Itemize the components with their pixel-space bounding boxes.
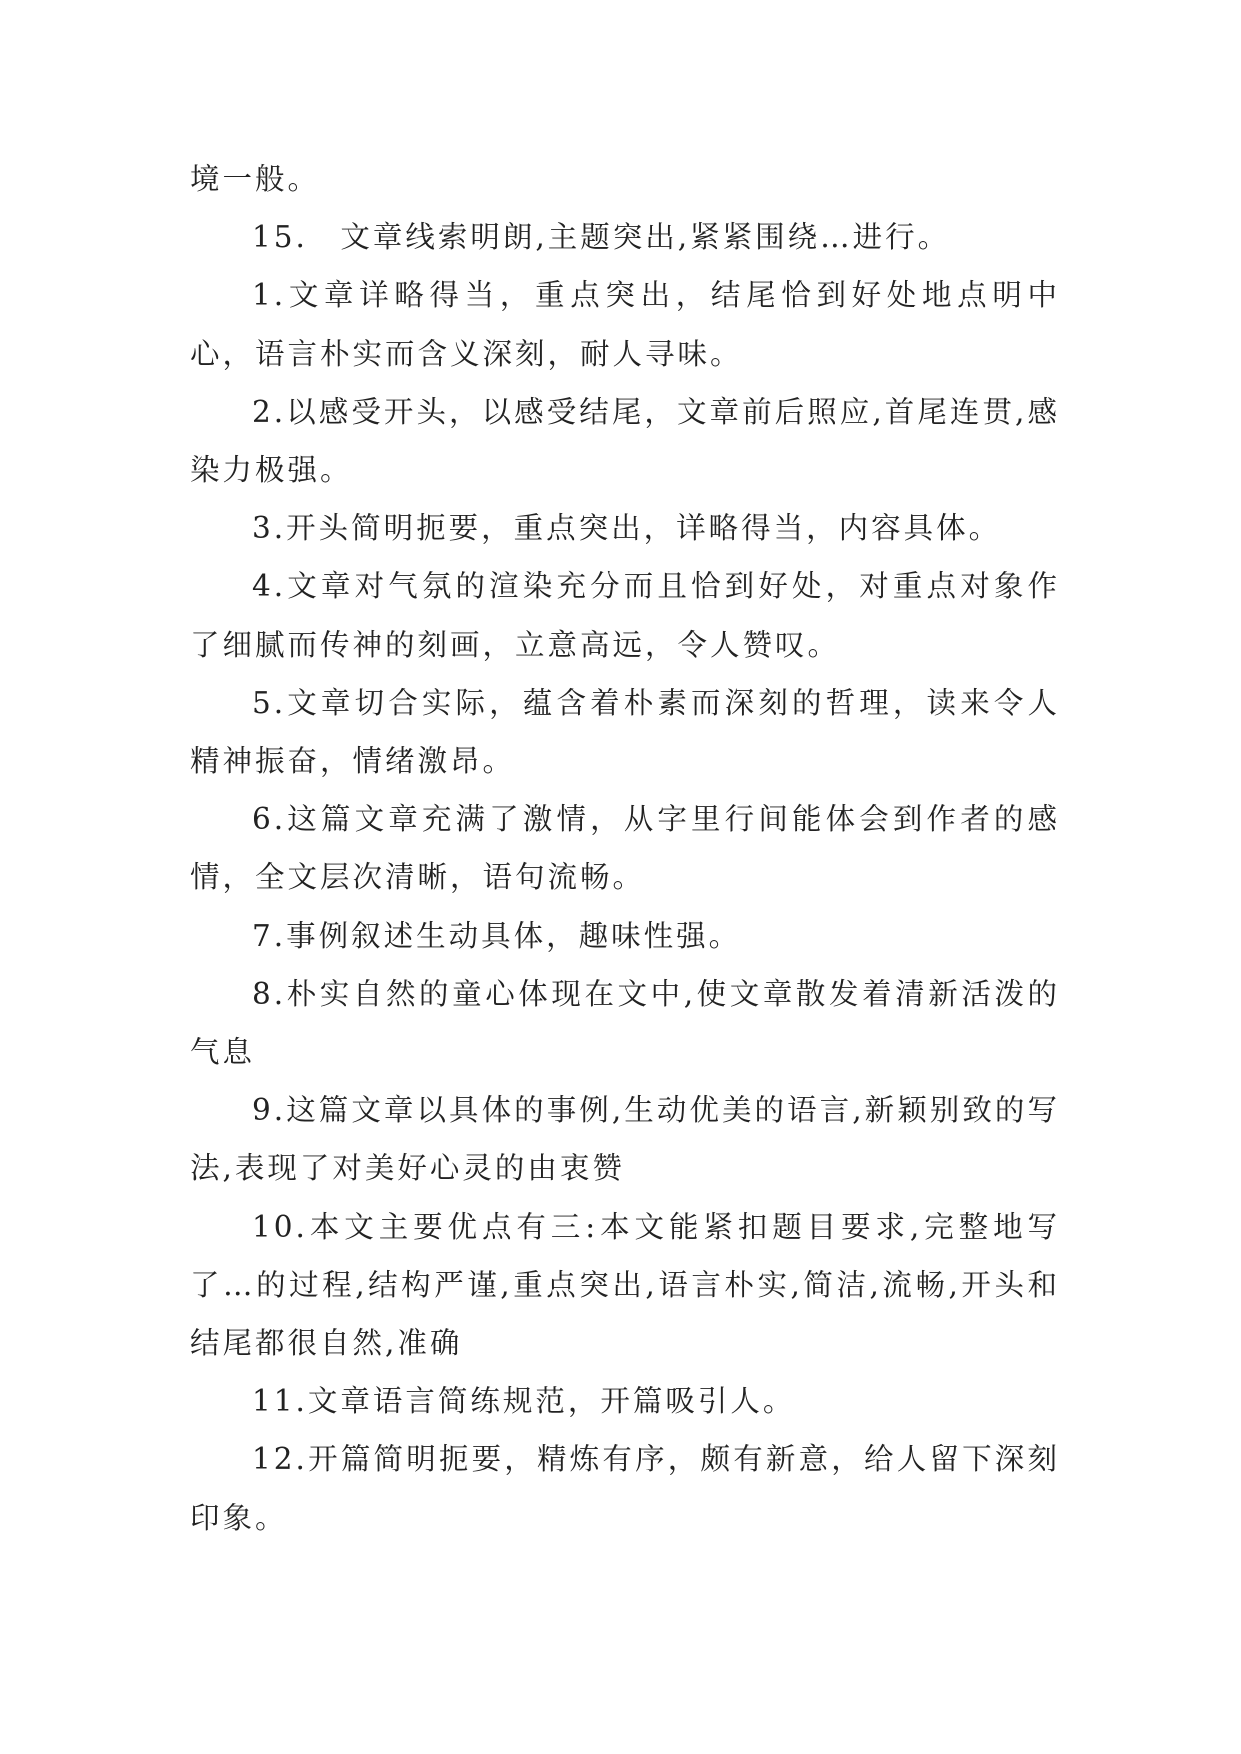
paragraph-continuation: 境一般。: [190, 162, 321, 196]
paragraph-item-3: 3.开头简明扼要，重点突出，详略得当，内容具体。: [252, 511, 1002, 546]
paragraph-item-10: 10.本文主要优点有三:本文能紧扣题目要求,完整地写了…的过程,结构严谨,重点突出,语言朴实,简洁,流畅,开头和结尾都很自然,准确: [190, 1209, 1060, 1361]
document-page: [190, 150, 1060, 1547]
paragraph-item-15: 15. 文章线索明朗,主题突出,紧紧围绕…进行。: [252, 220, 951, 255]
paragraph-item-2: 2.以感受开头，以感受结尾，文章前后照应,首尾连贯,感染力极强。: [190, 394, 1060, 488]
paragraph-item-8: 8.朴实自然的童心体现在文中,使文章散发着清新活泼的气息: [190, 976, 1060, 1070]
paragraph-item-11: 11.文章语言简练规范，开篇吸引人。: [252, 1384, 796, 1419]
paragraph-item-4: 4.文章对气氛的渲染充分而且恰到好处，对重点对象作了细腻而传神的刻画，立意高远，令人赞叹。: [190, 569, 1060, 662]
paragraph-item-12: 12.开篇简明扼要，精炼有序，颇有新意，给人留下深刻印象。: [190, 1442, 1060, 1535]
paragraph-item-7: 7.事例叙述生动具体，趣味性强。: [252, 918, 742, 953]
paragraph-item-9: 9.这篇文章以具体的事例,生动优美的语言,新颖别致的写法,表现了对美好心灵的由衷赞: [190, 1093, 1060, 1186]
paragraph-item-5: 5.文章切合实际，蕴含着朴素而深刻的哲理，读来令人精神振奋，情绪激昂。: [190, 685, 1060, 779]
paragraph-item-1: 1.文章详略得当，重点突出，结尾恰到好处地点明中心，语言朴实而含义深刻，耐人寻味。: [190, 278, 1060, 371]
paragraph-item-6: 6.这篇文章充满了激情，从字里行间能体会到作者的感情，全文层次清晰，语句流畅。: [190, 802, 1060, 895]
